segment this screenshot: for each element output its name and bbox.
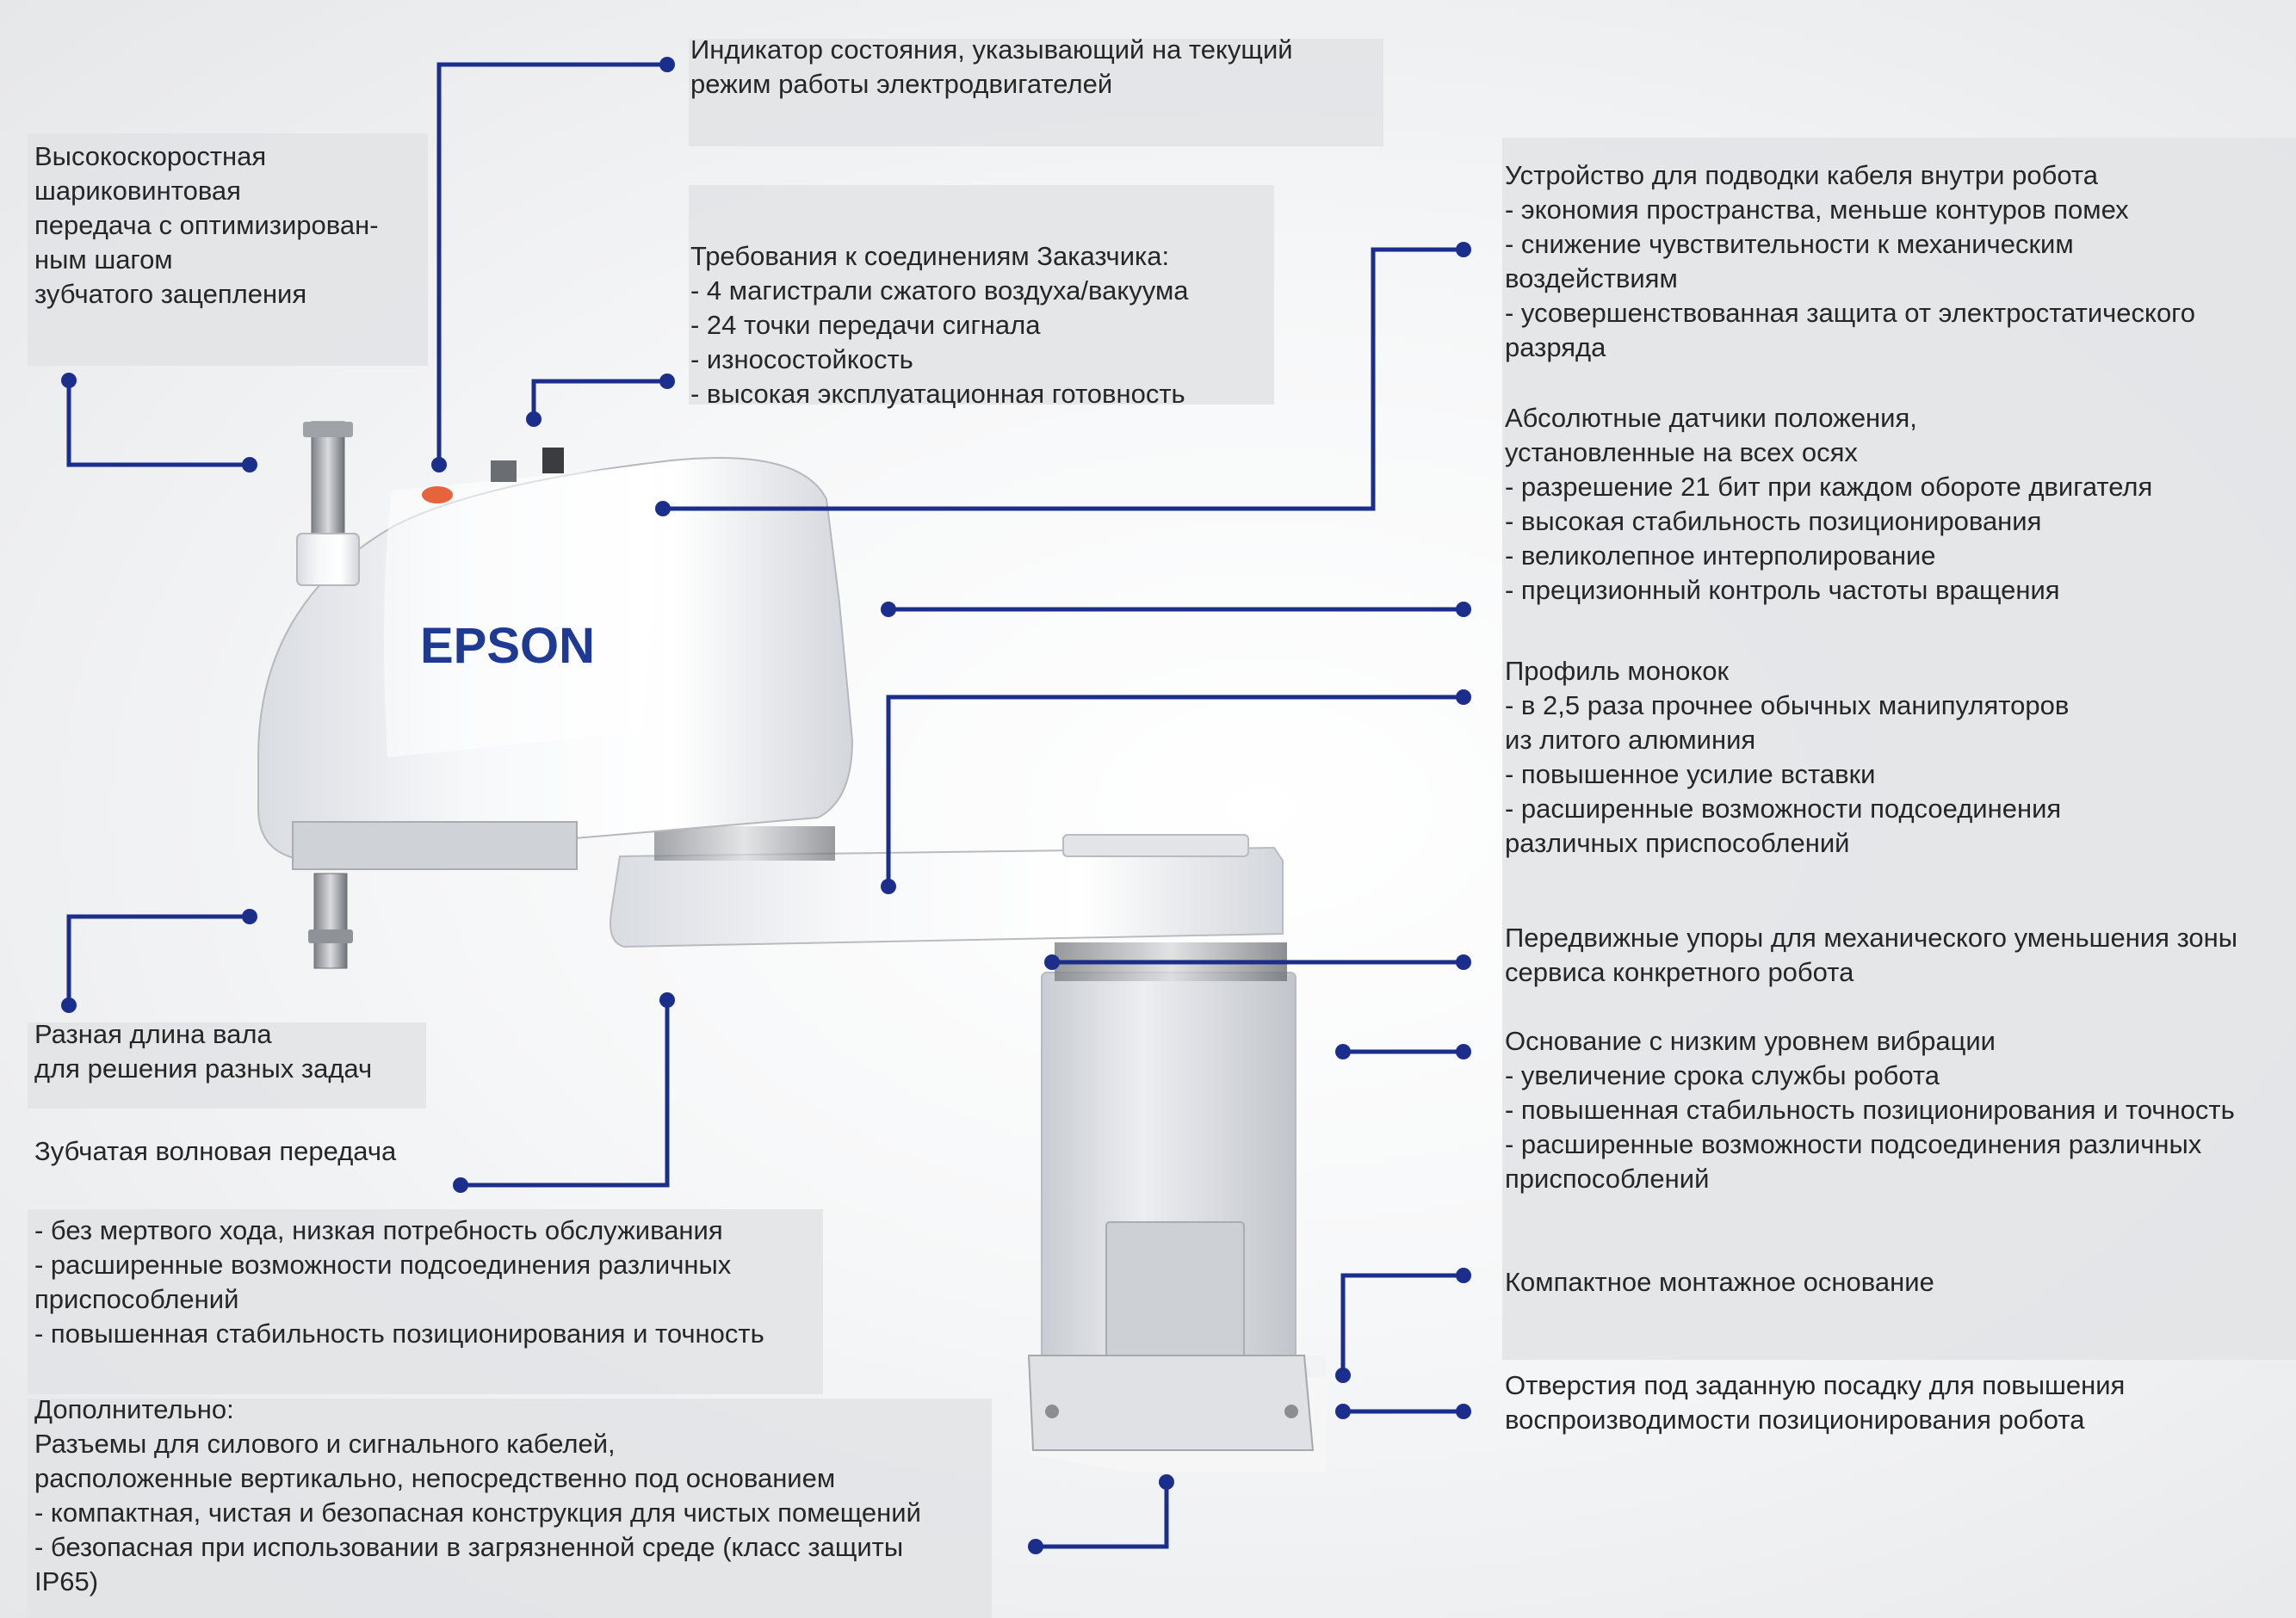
callout-line: Основание с низким уровнем вибрации bbox=[1505, 1026, 1996, 1056]
callout-ball-screw bbox=[34, 139, 379, 312]
top-connector bbox=[542, 448, 564, 473]
callout-line: зубчатого зацепления bbox=[34, 279, 307, 309]
mount-hole bbox=[1045, 1405, 1059, 1418]
callout-line: - повышенная стабильность позиционирования и точность bbox=[34, 1318, 764, 1349]
callout-line: - расширенные возможности подсоединения различных bbox=[1505, 1129, 2202, 1159]
callout-line: - повышенная стабильность позиционирования и точность bbox=[1505, 1095, 2235, 1125]
callout-line: - снижение чувствительности к механическим bbox=[1505, 229, 2074, 259]
callout-line: Устройство для подводки кабеля внутри робота bbox=[1505, 160, 2098, 190]
callout-line: различных приспособлений bbox=[1505, 828, 1850, 858]
callout-line: Профиль монокок bbox=[1505, 656, 1730, 686]
callout-line: приспособлений bbox=[1505, 1164, 1710, 1194]
callout-line: Индикатор состояния, указывающий на текущий bbox=[690, 34, 1293, 65]
callout-cable-routing bbox=[1505, 158, 2195, 365]
callout-line: - расширенные возможности подсоединения различных bbox=[34, 1250, 732, 1280]
callout-line: воздействиям bbox=[1505, 263, 1678, 293]
callout-absolute-encoders bbox=[1505, 401, 2152, 608]
base-foot bbox=[1029, 1356, 1313, 1450]
callout-line: - без мертвого хода, низкая потребность обслуживания bbox=[34, 1215, 723, 1245]
connector-plate bbox=[1106, 1222, 1244, 1373]
callout-line: - великолепное интерполирование bbox=[1505, 540, 1936, 571]
callout-line: Передвижные упоры для механического уменьшения зоны bbox=[1505, 923, 2238, 953]
callout-line: режим работы электродвигателей bbox=[690, 69, 1113, 99]
callout-line: - 24 точки передачи сигнала bbox=[690, 310, 1041, 340]
callout-line: расположенные вертикально, непосредственно под основанием bbox=[34, 1463, 836, 1493]
callout-line: - расширенные возможности подсоединения bbox=[1505, 794, 2062, 824]
callout-line: приспособлений bbox=[34, 1284, 239, 1314]
callout-line: - увеличение срока службы робота bbox=[1505, 1060, 1940, 1090]
arm-joint bbox=[654, 826, 835, 861]
callout-line: - компактная, чистая и безопасная конструкция для чистых помещений bbox=[34, 1498, 921, 1528]
leader-ball-screw bbox=[69, 380, 250, 465]
callout-line: Отверстия под заданную посадку для повышения bbox=[1505, 1370, 2126, 1400]
leader-customer bbox=[534, 381, 667, 419]
callout-mount-holes bbox=[1505, 1368, 2125, 1437]
callout-line: передача с оптимизирован- bbox=[34, 210, 379, 240]
callout-line: IP65) bbox=[34, 1566, 99, 1596]
callout-line: - безопасная при использовании в загрязненной среде (класс защиты bbox=[34, 1532, 904, 1562]
callout-line: установленные на всех осях bbox=[1505, 437, 1858, 467]
epson-logo: EPSON bbox=[420, 618, 596, 674]
callout-additional bbox=[34, 1393, 921, 1599]
callout-line: - высокая эксплуатационная готовность bbox=[690, 379, 1185, 409]
callout-line: - высокая стабильность позиционирования bbox=[1505, 506, 2042, 536]
callout-harmonic-drive-details bbox=[34, 1214, 764, 1351]
callout-shaft-length bbox=[34, 1017, 372, 1086]
callout-line: - разрешение 21 бит при каждом обороте двигателя bbox=[1505, 472, 2153, 502]
callout-customer-connections bbox=[690, 239, 1189, 411]
leader-shaft bbox=[69, 917, 250, 1005]
callout-line: Требования к соединениям Заказчика: bbox=[690, 241, 1170, 271]
mount-hole bbox=[1284, 1405, 1298, 1418]
callout-harmonic-drive-title bbox=[34, 1134, 396, 1169]
callout-line: Компактное монтажное основание bbox=[1505, 1267, 1934, 1297]
callout-line: - экономия пространства, меньше контуров помех bbox=[1505, 195, 2129, 225]
callout-line: - повышенное усилие вставки bbox=[1505, 759, 1876, 789]
callout-monocoque bbox=[1505, 654, 2069, 861]
callout-line: шариковинтовая bbox=[34, 176, 241, 206]
leader-additional bbox=[1036, 1482, 1167, 1547]
callout-low-vibration-base bbox=[1505, 1024, 2235, 1196]
callout-line: Высокоскоростная bbox=[34, 141, 267, 171]
callout-line: для решения разных задач bbox=[34, 1053, 373, 1084]
callout-line: ным шагом bbox=[34, 244, 173, 275]
leader-status bbox=[439, 65, 667, 465]
callout-line: - усовершенствованная защита от электростатического bbox=[1505, 298, 2196, 328]
callout-line: Разъемы для силового и сигнального кабелей, bbox=[34, 1429, 616, 1459]
callout-line: из литого алюминия bbox=[1505, 725, 1756, 755]
callout-line: Дополнительно: bbox=[34, 1394, 234, 1424]
leader-harmonic bbox=[461, 1000, 667, 1185]
callout-line: воспроизводимости позиционирования робота bbox=[1505, 1405, 2085, 1435]
callout-line: - износостойкость bbox=[690, 344, 913, 374]
robot-base bbox=[1029, 942, 1326, 1472]
status-lamp bbox=[422, 486, 453, 503]
callout-line: - в 2,5 раза прочнее обычных манипуляторов bbox=[1505, 690, 2070, 720]
arm-two bbox=[610, 826, 1283, 947]
callout-line: Разная длина вала bbox=[34, 1019, 272, 1049]
callout-line: Зубчатая волновая передача bbox=[34, 1136, 397, 1166]
callout-line: разряда bbox=[1505, 332, 1606, 362]
callout-mechanical-stops bbox=[1505, 921, 2237, 990]
callout-line: - прецизионный контроль частоты вращения bbox=[1505, 575, 2060, 605]
callout-line: Абсолютные датчики положения, bbox=[1505, 403, 1917, 433]
callout-line: сервиса конкретного робота bbox=[1505, 957, 1854, 987]
top-connector bbox=[491, 460, 517, 482]
leader-compact bbox=[1343, 1275, 1464, 1375]
callout-compact-mount bbox=[1505, 1265, 1934, 1300]
callout-status-indicator bbox=[690, 33, 1293, 102]
callout-line: - 4 магистрали сжатого воздуха/вакуума bbox=[690, 275, 1189, 306]
